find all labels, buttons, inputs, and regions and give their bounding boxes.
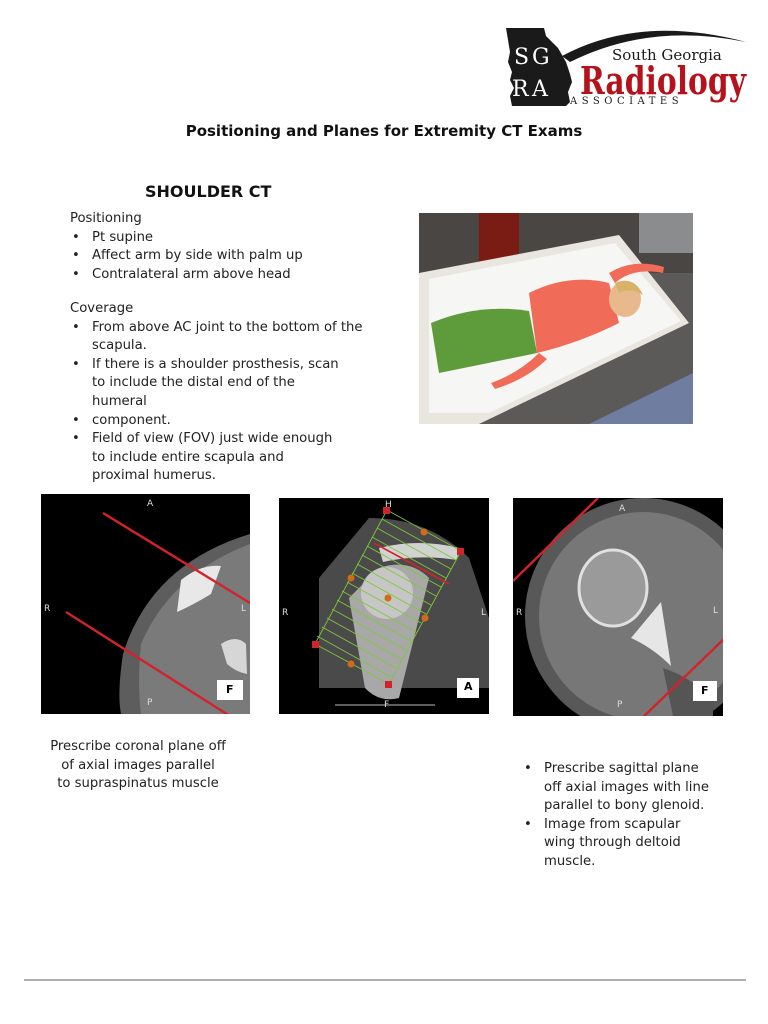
orientation-label-posterior: P bbox=[617, 700, 623, 710]
list-item: • If there is a shoulder prosthesis, scan to include the distal end of the humeral bbox=[70, 356, 350, 412]
coverage-heading: Coverage bbox=[70, 301, 134, 316]
sagittal-caption bbox=[522, 760, 722, 872]
orientation-label-right: R bbox=[516, 608, 523, 618]
axial-ct-sagittal-plane-image bbox=[513, 498, 723, 716]
photo-illustration bbox=[419, 213, 693, 424]
logo-letter-s: S bbox=[514, 45, 530, 70]
positioning-section bbox=[70, 210, 390, 284]
logo-letter-a: A bbox=[532, 77, 548, 102]
patient-positioning-photo bbox=[419, 213, 693, 424]
axial-ct-coronal-plane-image bbox=[41, 494, 250, 714]
ct-scan-graphic bbox=[279, 498, 489, 714]
ct-scan-graphic bbox=[513, 498, 723, 716]
orientation-label-anterior: A bbox=[619, 504, 626, 514]
list-item: • Prescribe sagittal plane off axial images with line parallel to bony glenoid. bbox=[522, 760, 712, 816]
logo-letter-r: R bbox=[512, 77, 529, 102]
logo-line3: ASSOCIATES bbox=[570, 96, 684, 107]
list-item: • From above AC joint to the bottom of the scapula. bbox=[70, 319, 374, 356]
coronal-caption bbox=[48, 738, 228, 794]
positioning-heading: Positioning bbox=[70, 211, 142, 226]
caption-line: of axial images parallel bbox=[61, 757, 215, 773]
orientation-label-foot: F bbox=[384, 700, 390, 710]
orientation-label-right: R bbox=[282, 608, 289, 618]
list-item: • Contralateral arm above head bbox=[70, 266, 390, 285]
list-item: • Image from scapular wing through deltoid muscle. bbox=[522, 816, 704, 872]
orientation-label-left: L bbox=[241, 604, 247, 614]
orientation-label-left: L bbox=[481, 608, 487, 618]
caption-line: to supraspinatus muscle bbox=[57, 776, 219, 792]
section-heading: SHOULDER CT bbox=[145, 182, 272, 201]
orientation-label-head: H bbox=[385, 500, 392, 510]
list-item: • Field of view (FOV) just wide enough to include entire scapula and proximal humerus. bbox=[70, 430, 342, 486]
list-item: • component. bbox=[70, 412, 390, 431]
ct-scan-graphic bbox=[41, 494, 250, 714]
orientation-label-left: L bbox=[713, 606, 719, 616]
orientation-label-posterior: P bbox=[147, 698, 153, 708]
orientation-cube-icon: F bbox=[701, 684, 709, 697]
orientation-label-anterior: A bbox=[147, 499, 154, 509]
page-title: Positioning and Planes for Extremity CT Exams bbox=[185, 122, 583, 140]
logo-line1: South Georgia bbox=[612, 46, 722, 64]
list-item: • Pt supine bbox=[70, 229, 390, 248]
logo-line2: Radiology bbox=[580, 58, 747, 103]
footer-divider bbox=[24, 979, 746, 981]
coronal-scout-with-planes-image bbox=[279, 498, 489, 714]
logo-letter-g: G bbox=[532, 45, 550, 70]
coverage-section bbox=[70, 300, 390, 486]
practice-logo bbox=[500, 22, 752, 112]
orientation-cube-icon: A bbox=[464, 680, 473, 693]
logo-graphic bbox=[500, 22, 752, 112]
caption-line: Prescribe coronal plane off bbox=[50, 739, 226, 754]
orientation-label-right: R bbox=[44, 604, 51, 614]
orientation-cube-icon: F bbox=[226, 683, 234, 696]
list-item: • Affect arm by side with palm up bbox=[70, 247, 390, 266]
